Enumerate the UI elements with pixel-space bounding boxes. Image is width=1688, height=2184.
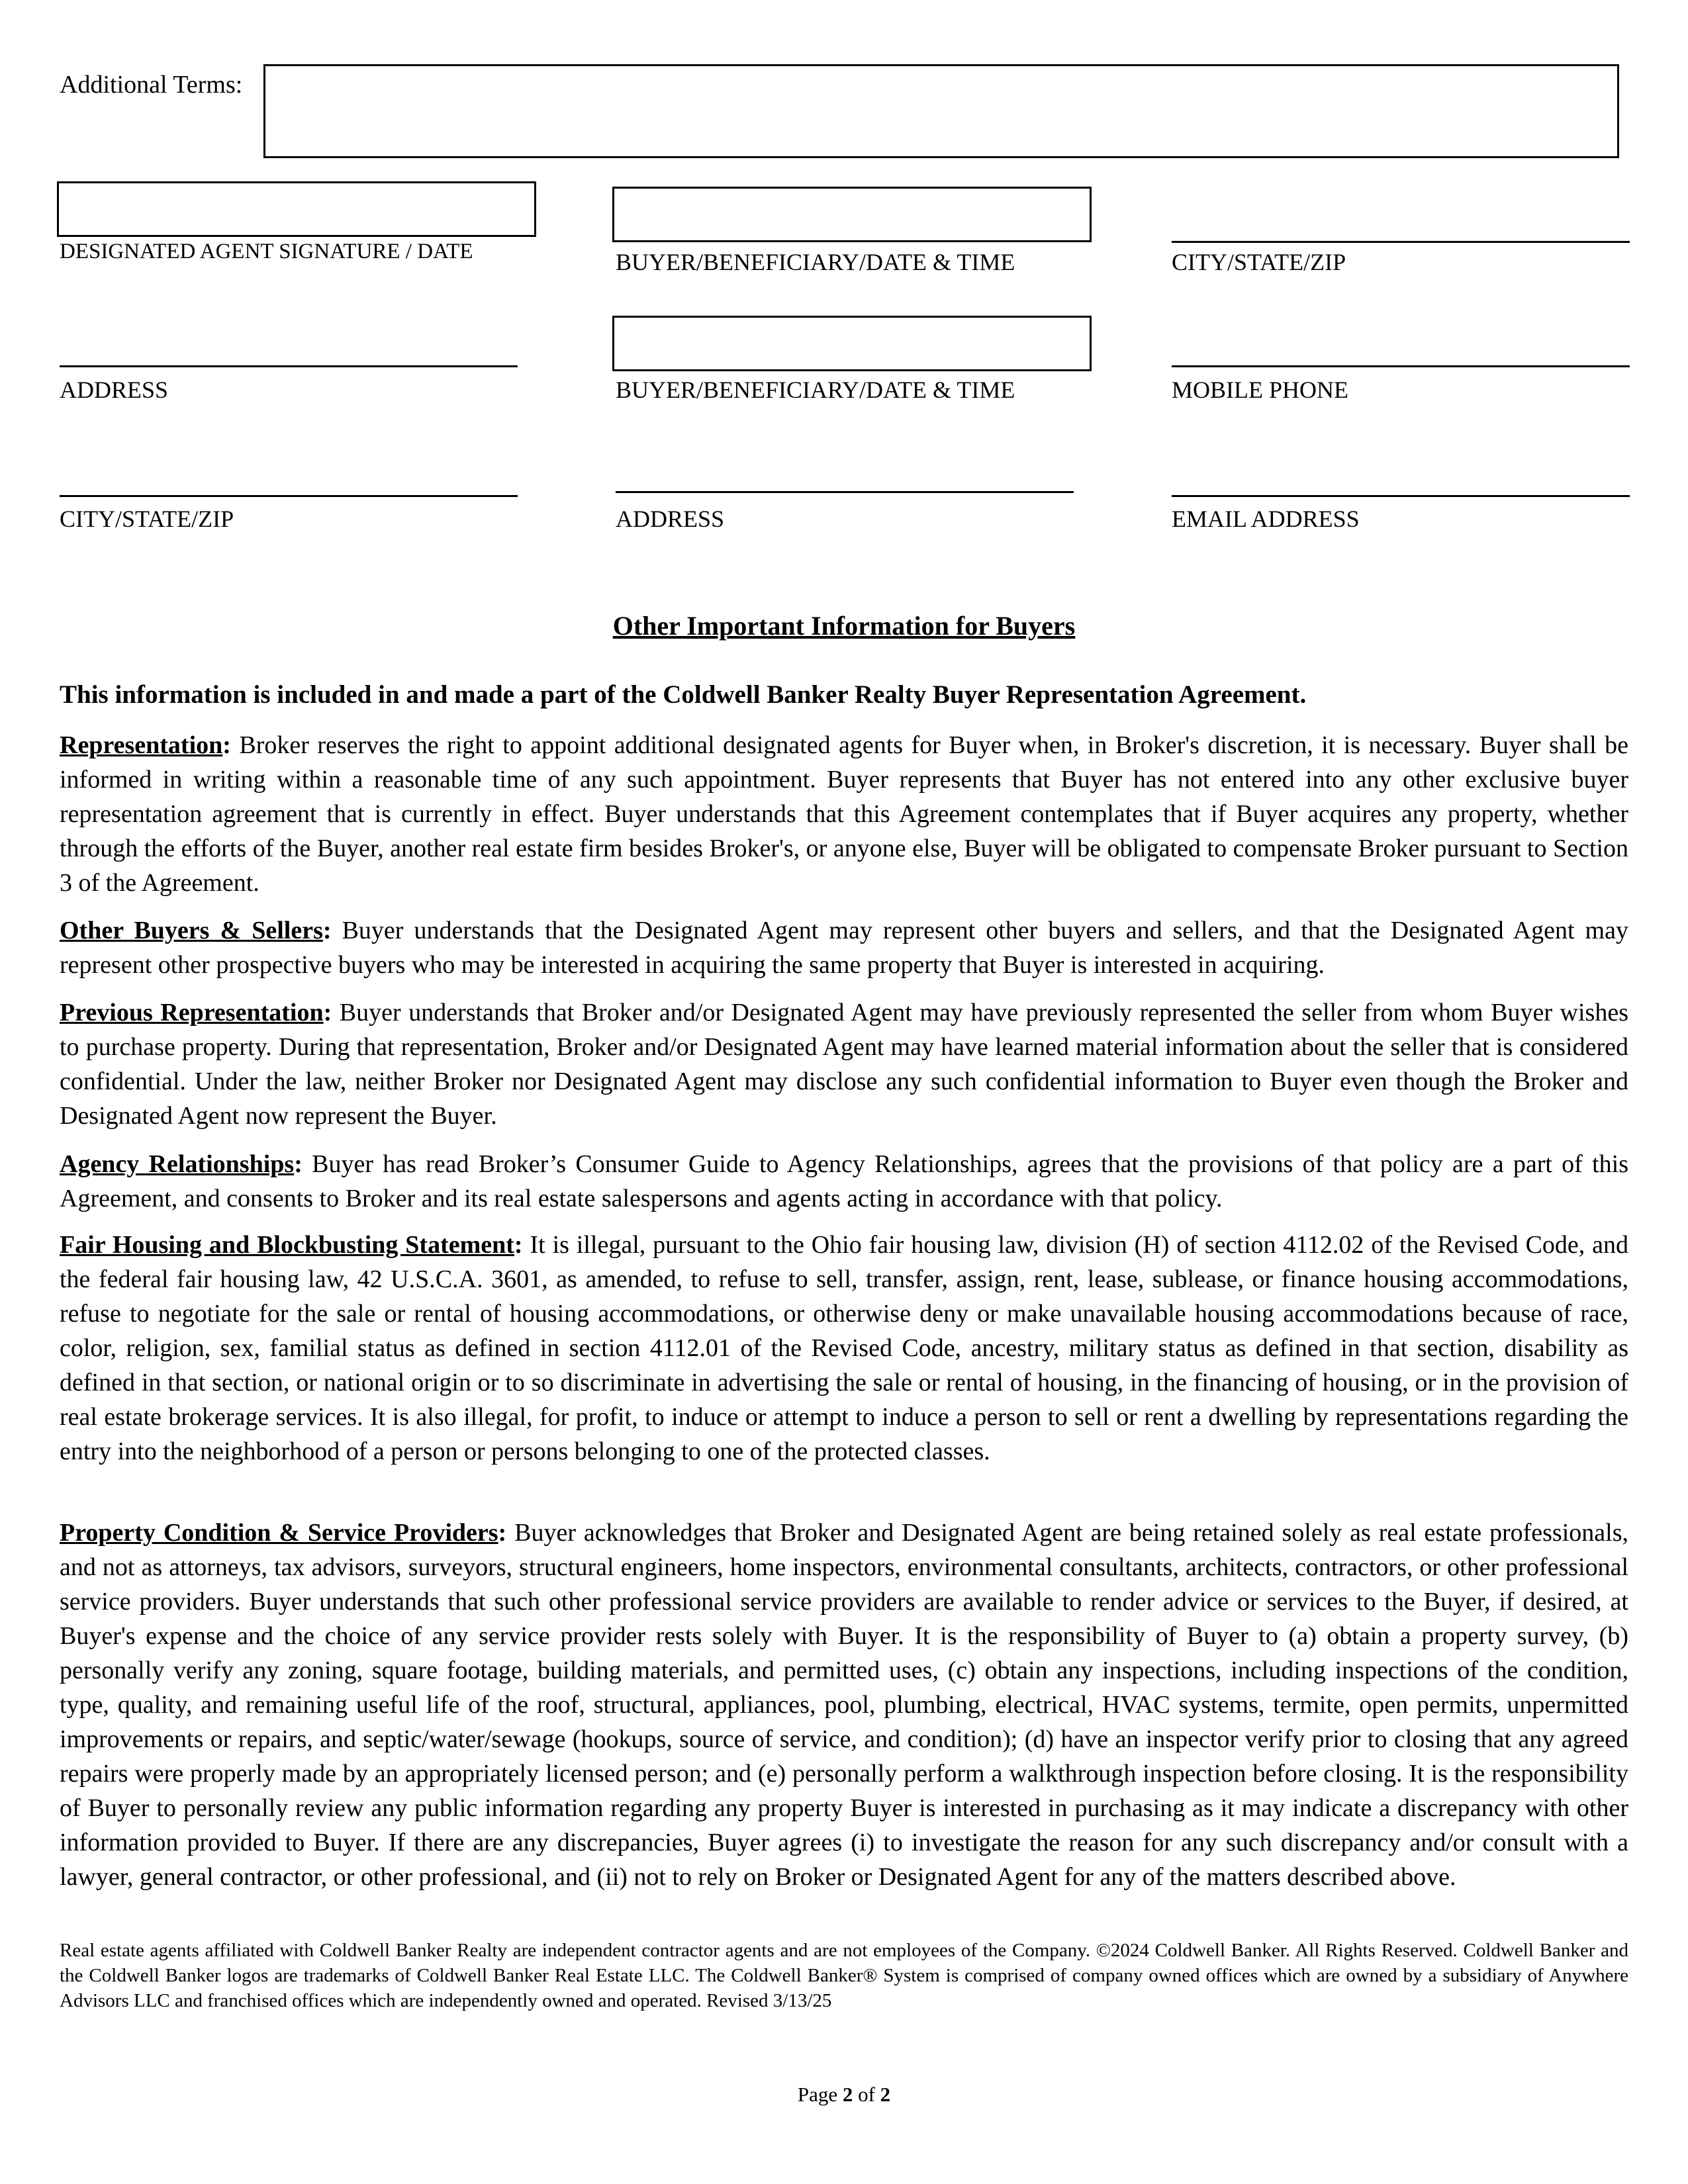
- mobile-phone-line[interactable]: [1172, 365, 1630, 367]
- agent-signature-label: DESIGNATED AGENT SIGNATURE / DATE: [60, 240, 473, 263]
- city-state-zip-1-label: CITY/STATE/ZIP: [1172, 249, 1346, 275]
- address-1-line[interactable]: [60, 365, 518, 367]
- additional-terms-label: Additional Terms:: [60, 71, 243, 99]
- city-state-zip-2-line[interactable]: [60, 495, 518, 497]
- email-address-label: EMAIL ADDRESS: [1172, 506, 1360, 532]
- buyer-beneficiary-1-label: BUYER/BENEFICIARY/DATE & TIME: [616, 249, 1015, 275]
- address-2-line[interactable]: [616, 491, 1074, 493]
- buyer-beneficiary-2-field[interactable]: [612, 316, 1092, 371]
- paragraph-text: Buyer understands that Broker and/or Designated Agent may have previously represented the seller from whom Buyer wishes to purchase property. During that representation, Broker and/or Designated Agent may have learned material information about the seller that is considered confidential. Under the law, neither Broker nor Designated Agent may disclose any such confidential information to Buyer even though the Broker and Designated Agent now represent the Buyer.: [60, 999, 1628, 1130]
- agent-signature-field[interactable]: [57, 181, 536, 237]
- paragraph-text: Broker reserves the right to appoint additional designated agents for Buyer when, in Broker's discretion, it is necessary. Buyer shall be informed in writing within a reasonable time of any such appointment. Buyer represents that Buyer has not entered into any other exclusive buyer representation agreement that is currently in effect. Buyer understands that this Agreement contemplates that if Buyer acquires any property, whether through the efforts of the Buyer, another real estate firm besides Broker's, or anyone else, Buyer will be obligated to compensate Broker pursuant to Section 3 of the Agreement.: [60, 731, 1628, 897]
- additional-terms-field[interactable]: [263, 64, 1619, 158]
- intro-statement: This information is included in and made a part of the Coldwell Banker Realty Buyer Representation Agreement.: [60, 680, 1307, 709]
- paragraph-text: Buyer acknowledges that Broker and Designated Agent are being retained solely as real estate professionals, and not as attorneys, tax advisors, surveyors, structural engineers, home inspectors, environmental consultants, architects, contractors, or other professional service providers. Buyer understands that such other professional service providers are available to render advice or services to the Buyer, if desired, at Buyer's expense and the choice of any service provider rests solely with Buyer. It is the responsibility of Buyer to (a) obtain a property survey, (b) personally verify any zoning, square footage, building materials, and permitted uses, (c) obtain any inspections, including inspections of the condition, type, quality, and remaining useful life of the roof, structural, appliances, pool, plumbing, electrical, HVAC systems, termite, open permits, unpermitted improvements or repairs, and septic/water/sewage (hookups, source of service, and condition); (d) have an inspector verify prior to closing that any agreed repairs were properly made by an appropriately licensed person; and (e) personally perform a walkthrough inspection before closing. It is the responsibility of Buyer to personally review any public information regarding any property Buyer is interested in purchasing as it may indicate a discrepancy with other information provided to Buyer. If there are any discrepancies, Buyer agrees (i) to investigate the reason for any such discrepancy and/or consult with a lawyer, general contractor, or other professional, and (ii) not to rely on Broker or Designated Agent for any of the matters described above.: [60, 1519, 1628, 1891]
- paragraph-heading: Representation: [60, 731, 223, 759]
- paragraph-heading: Agency Relationships: [60, 1150, 295, 1178]
- current-page: 2: [842, 2083, 853, 2106]
- paragraph-representation: Representation: Broker reserves the right to appoint additional designated agents for Buyer when, in Broker's discretion, it is necessary. Buyer shall be informed in writing within a reasonable time of any such appointment. Buyer represents that Buyer has not entered into any other exclusive buyer representation agreement that is currently in effect. Buyer understands that this Agreement contemplates that if Buyer acquires any property, whether through the efforts of the Buyer, another real estate firm besides Broker's, or anyone else, Buyer will be obligated to compensate Broker pursuant to Section 3 of the Agreement.: [60, 731, 1628, 897]
- paragraph-agency-relationships: Agency Relationships: Buyer has read Broker’s Consumer Guide to Agency Relationships, agrees that the provisions of that policy are a part of this Agreement, and consents to Broker and its real estate salespersons and agents acting in accordance with that policy.: [60, 1150, 1628, 1212]
- address-1-label: ADDRESS: [60, 377, 169, 403]
- page-number: Page 2 of 2: [797, 2083, 891, 2106]
- paragraph-text: It is illegal, pursuant to the Ohio fair housing law, division (H) of section 4112.02 of the Revised Code, and the federal fair housing law, 42 U.S.C.A. 3601, as amended, to refuse to sell, transfer, assign, rent, lease, sublease, or finance housing accommodations, refuse to negotiate for the sale or rental of housing accommodations, or otherwise deny or make unavailable housing accommodations because of race, color, religion, sex, familial status as defined in section 4112.01 of the Revised Code, ancestry, military status as defined in that section, disability as defined in that section, or national origin or to so discriminate in advertising the sale or rental of housing, in the financing of housing, or in the provision of real estate brokerage services. It is also illegal, for profit, to induce or attempt to induce a person to sell or rent a dwelling by representations regarding the entry into the neighborhood of a person or persons belonging to one of the protected classes.: [60, 1231, 1628, 1465]
- buyer-beneficiary-1-field[interactable]: [612, 187, 1092, 242]
- paragraph-heading: Fair Housing and Blockbusting Statement: [60, 1231, 514, 1259]
- paragraph-text: Buyer has read Broker’s Consumer Guide to Agency Relationships, agrees that the provisions of that policy are a part of this Agreement, and consents to Broker and its real estate salespersons and agents acting in accordance with that policy.: [60, 1150, 1628, 1212]
- city-state-zip-2-label: CITY/STATE/ZIP: [60, 506, 234, 532]
- city-state-zip-1-line[interactable]: [1172, 241, 1630, 243]
- footer-disclaimer: Real estate agents affiliated with Coldwell Banker Realty are independent contractor agents and are not employees of the Company. ©2024 Coldwell Banker. All Rights Reserved. Coldwell Banker and the Coldwell Banker logos are trademarks of Coldwell Banker Real Estate LLC. The Coldwell Banker® System is comprised of company owned offices which are owned by a subsidiary of Anywhere Advisors LLC and franchised offices which are independently owned and operated. Revised 3/13/25: [60, 1940, 1628, 2011]
- paragraph-property-condition: Property Condition & Service Providers: Buyer acknowledges that Broker and Designated Agent are being retained solely as real estate professionals, and not as attorneys, tax advisors, surveyors, structural engineers, home inspectors, environmental consultants, architects, contractors, or other professional service providers. Buyer understands that such other professional service providers are available to render advice or services to the Buyer, if desired, at Buyer's expense and the choice of any service provider rests solely with Buyer. It is the responsibility of Buyer to (a) obtain a property survey, (b) personally verify any zoning, square footage, building materials, and permitted uses, (c) obtain any inspections, including inspections of the condition, type, quality, and remaining useful life of the roof, structural, appliances, pool, plumbing, electrical, HVAC systems, termite, open permits, unpermitted improvements or repairs, and septic/water/sewage (hookups, source of service, and condition); (d) have an inspector verify prior to closing that any agreed repairs were properly made by an appropriately licensed person; and (e) personally perform a walkthrough inspection before closing. It is the responsibility of Buyer to personally review any public information regarding any property Buyer is interested in purchasing as it may indicate a discrepancy with other information provided to Buyer. If there are any discrepancies, Buyer agrees (i) to investigate the reason for any such discrepancy and/or consult with a lawyer, general contractor, or other professional, and (ii) not to rely on Broker or Designated Agent for any of the matters described above.: [60, 1519, 1628, 1891]
- mobile-phone-label: MOBILE PHONE: [1172, 377, 1348, 403]
- email-address-line[interactable]: [1172, 495, 1630, 497]
- buyer-beneficiary-2-label: BUYER/BENEFICIARY/DATE & TIME: [616, 377, 1015, 403]
- paragraph-heading: Previous Representation: [60, 999, 324, 1026]
- address-2-label: ADDRESS: [616, 506, 725, 532]
- paragraph-heading: Property Condition & Service Providers: [60, 1519, 498, 1547]
- section-title: Other Important Information for Buyers: [612, 611, 1076, 641]
- paragraph-other-buyers-sellers: Other Buyers & Sellers: Buyer understands that the Designated Agent may represent other buyers and sellers, and that the Designated Agent may represent other prospective buyers who may be interested in acquiring the same property that Buyer is interested in acquiring.: [60, 917, 1628, 979]
- paragraph-fair-housing: Fair Housing and Blockbusting Statement: It is illegal, pursuant to the Ohio fair housing law, division (H) of section 4112.02 of the Revised Code, and the federal fair housing law, 42 U.S.C.A. 3601, as amended, to refuse to sell, transfer, assign, rent, lease, sublease, or finance housing accommodations, refuse to negotiate for the sale or rental of housing accommodations, or otherwise deny or make unavailable housing accommodations because of race, color, religion, sex, familial status as defined in section 4112.01 of the Revised Code, ancestry, military status as defined in that section, disability as defined in that section, or national origin or to so discriminate in advertising the sale or rental of housing, in the financing of housing, or in the provision of real estate brokerage services. It is also illegal, for profit, to induce or attempt to induce a person to sell or rent a dwelling by representations regarding the entry into the neighborhood of a person or persons belonging to one of the protected classes.: [60, 1231, 1628, 1465]
- total-pages: 2: [880, 2083, 891, 2106]
- paragraph-previous-representation: Previous Representation: Buyer understands that Broker and/or Designated Agent may have previously represented the seller from whom Buyer wishes to purchase property. During that representation, Broker and/or Designated Agent may have learned material information about the seller that is considered confidential. Under the law, neither Broker nor Designated Agent may disclose any such confidential information to Buyer even though the Broker and Designated Agent now represent the Buyer.: [60, 999, 1628, 1130]
- paragraph-text: Buyer understands that the Designated Agent may represent other buyers and sellers, and that the Designated Agent may represent other prospective buyers who may be interested in acquiring the same property that Buyer is interested in acquiring.: [60, 917, 1628, 979]
- paragraph-heading: Other Buyers & Sellers: [60, 917, 323, 944]
